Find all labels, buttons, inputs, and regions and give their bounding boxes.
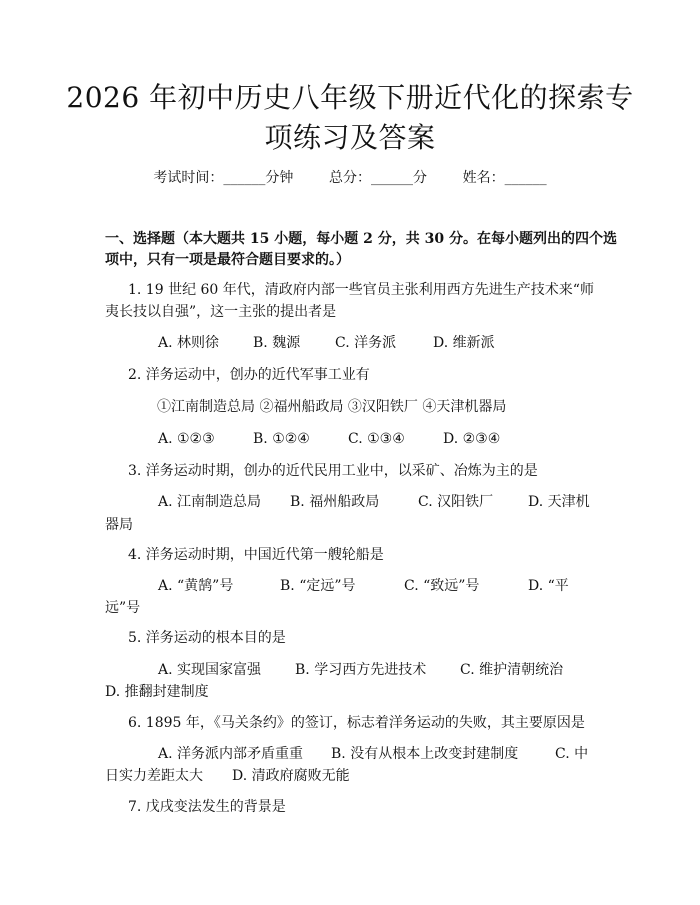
option-d[interactable]: D. 天津机 xyxy=(528,494,590,510)
option-c[interactable]: C. “致远”号 xyxy=(404,578,480,594)
time-blank: ______分钟 xyxy=(223,170,294,186)
question-4-stem: 4. 洋务运动时期，中国近代第一艘轮船是 xyxy=(128,547,384,563)
question-2-options xyxy=(0,429,700,449)
option-d[interactable]: D. ②③④ xyxy=(443,431,501,447)
question-6-stem: 6. 1895 年，《马关条约》的签订，标志着洋务运动的失败，其主要原因是 xyxy=(128,715,585,731)
question-5-option-d[interactable]: D. 推翻封建制度 xyxy=(105,684,209,700)
option-b[interactable]: B. “定远”号 xyxy=(280,578,356,594)
option-a[interactable]: A. 实现国家富强 xyxy=(158,662,262,678)
question-3-stem: 3. 洋务运动时期，创办的近代民用工业中，以采矿、冶炼为主的是 xyxy=(128,463,538,479)
question-1-stem-line2: 夷长技以自强”，这一主张的提出者是 xyxy=(105,304,337,320)
score-label: 总分： xyxy=(329,170,371,186)
question-4-options xyxy=(0,576,700,596)
question-2-sub-items: ①江南制造总局 ②福州船政局 ③汉阳铁厂 ④天津机器局 xyxy=(157,399,507,415)
name-blank: ______ xyxy=(504,170,547,186)
option-d[interactable]: D. “平 xyxy=(528,578,569,594)
question-5-stem: 5. 洋务运动的根本目的是 xyxy=(128,630,286,646)
option-b[interactable]: B. 学习西方先进技术 xyxy=(295,662,427,678)
question-6-options-wrap: 日实力差距太大 xyxy=(105,768,203,784)
section-heading-line2: 项中，只有一项是最符合题目要求的。） xyxy=(105,252,350,268)
question-3-options-wrap: 器局 xyxy=(105,517,133,533)
page-title-line2: 项练习及答案 xyxy=(264,121,436,154)
question-1-stem-line1: 1. 19 世纪 60 年代，清政府内部一些官员主张利用西方先进生产技术来“师 xyxy=(128,282,594,298)
question-6-option-d[interactable]: D. 清政府腐败无能 xyxy=(232,768,350,784)
question-6-options xyxy=(0,744,700,764)
option-a[interactable]: A. 林则徐 xyxy=(158,335,220,351)
option-b[interactable]: B. 魏源 xyxy=(253,335,301,351)
option-a[interactable]: A. 江南制造总局 xyxy=(158,494,262,510)
time-label: 考试时间： xyxy=(153,170,224,186)
option-c[interactable]: C. ①③④ xyxy=(348,431,405,447)
question-5-options xyxy=(0,660,700,680)
option-b[interactable]: B. ①②④ xyxy=(253,431,310,447)
question-3-options xyxy=(0,492,700,512)
question-2-stem: 2. 洋务运动中，创办的近代军事工业有 xyxy=(128,367,370,383)
option-d[interactable]: D. 维新派 xyxy=(433,335,495,351)
name-label: 姓名： xyxy=(462,170,505,186)
option-c[interactable]: C. 汉阳铁厂 xyxy=(418,494,494,510)
option-b[interactable]: B. 没有从根本上改变封建制度 xyxy=(331,746,519,762)
question-1-options xyxy=(0,333,700,353)
exam-meta xyxy=(0,168,700,188)
option-c[interactable]: C. 洋务派 xyxy=(335,335,397,351)
question-4-options-wrap: 远”号 xyxy=(105,600,141,616)
section-heading-line1: 一、选择题（本大题共 15 小题，每小题 2 分，共 30 分。在每小题列出的四个选 xyxy=(105,231,617,247)
option-a[interactable]: A. 洋务派内部矛盾重重 xyxy=(158,746,304,762)
option-c[interactable]: C. 中 xyxy=(555,746,589,762)
option-c[interactable]: C. 维护清朝统治 xyxy=(460,662,564,678)
page-title-line1: 2026 年初中历史八年级下册近代化的探索专 xyxy=(66,81,634,114)
option-b[interactable]: B. 福州船政局 xyxy=(290,494,380,510)
option-a[interactable]: A. ①②③ xyxy=(158,431,215,447)
score-blank: ______分 xyxy=(371,170,427,186)
question-7-stem: 7. 戊戌变法发生的背景是 xyxy=(128,799,286,815)
option-a[interactable]: A. “黄鹄”号 xyxy=(158,578,234,594)
